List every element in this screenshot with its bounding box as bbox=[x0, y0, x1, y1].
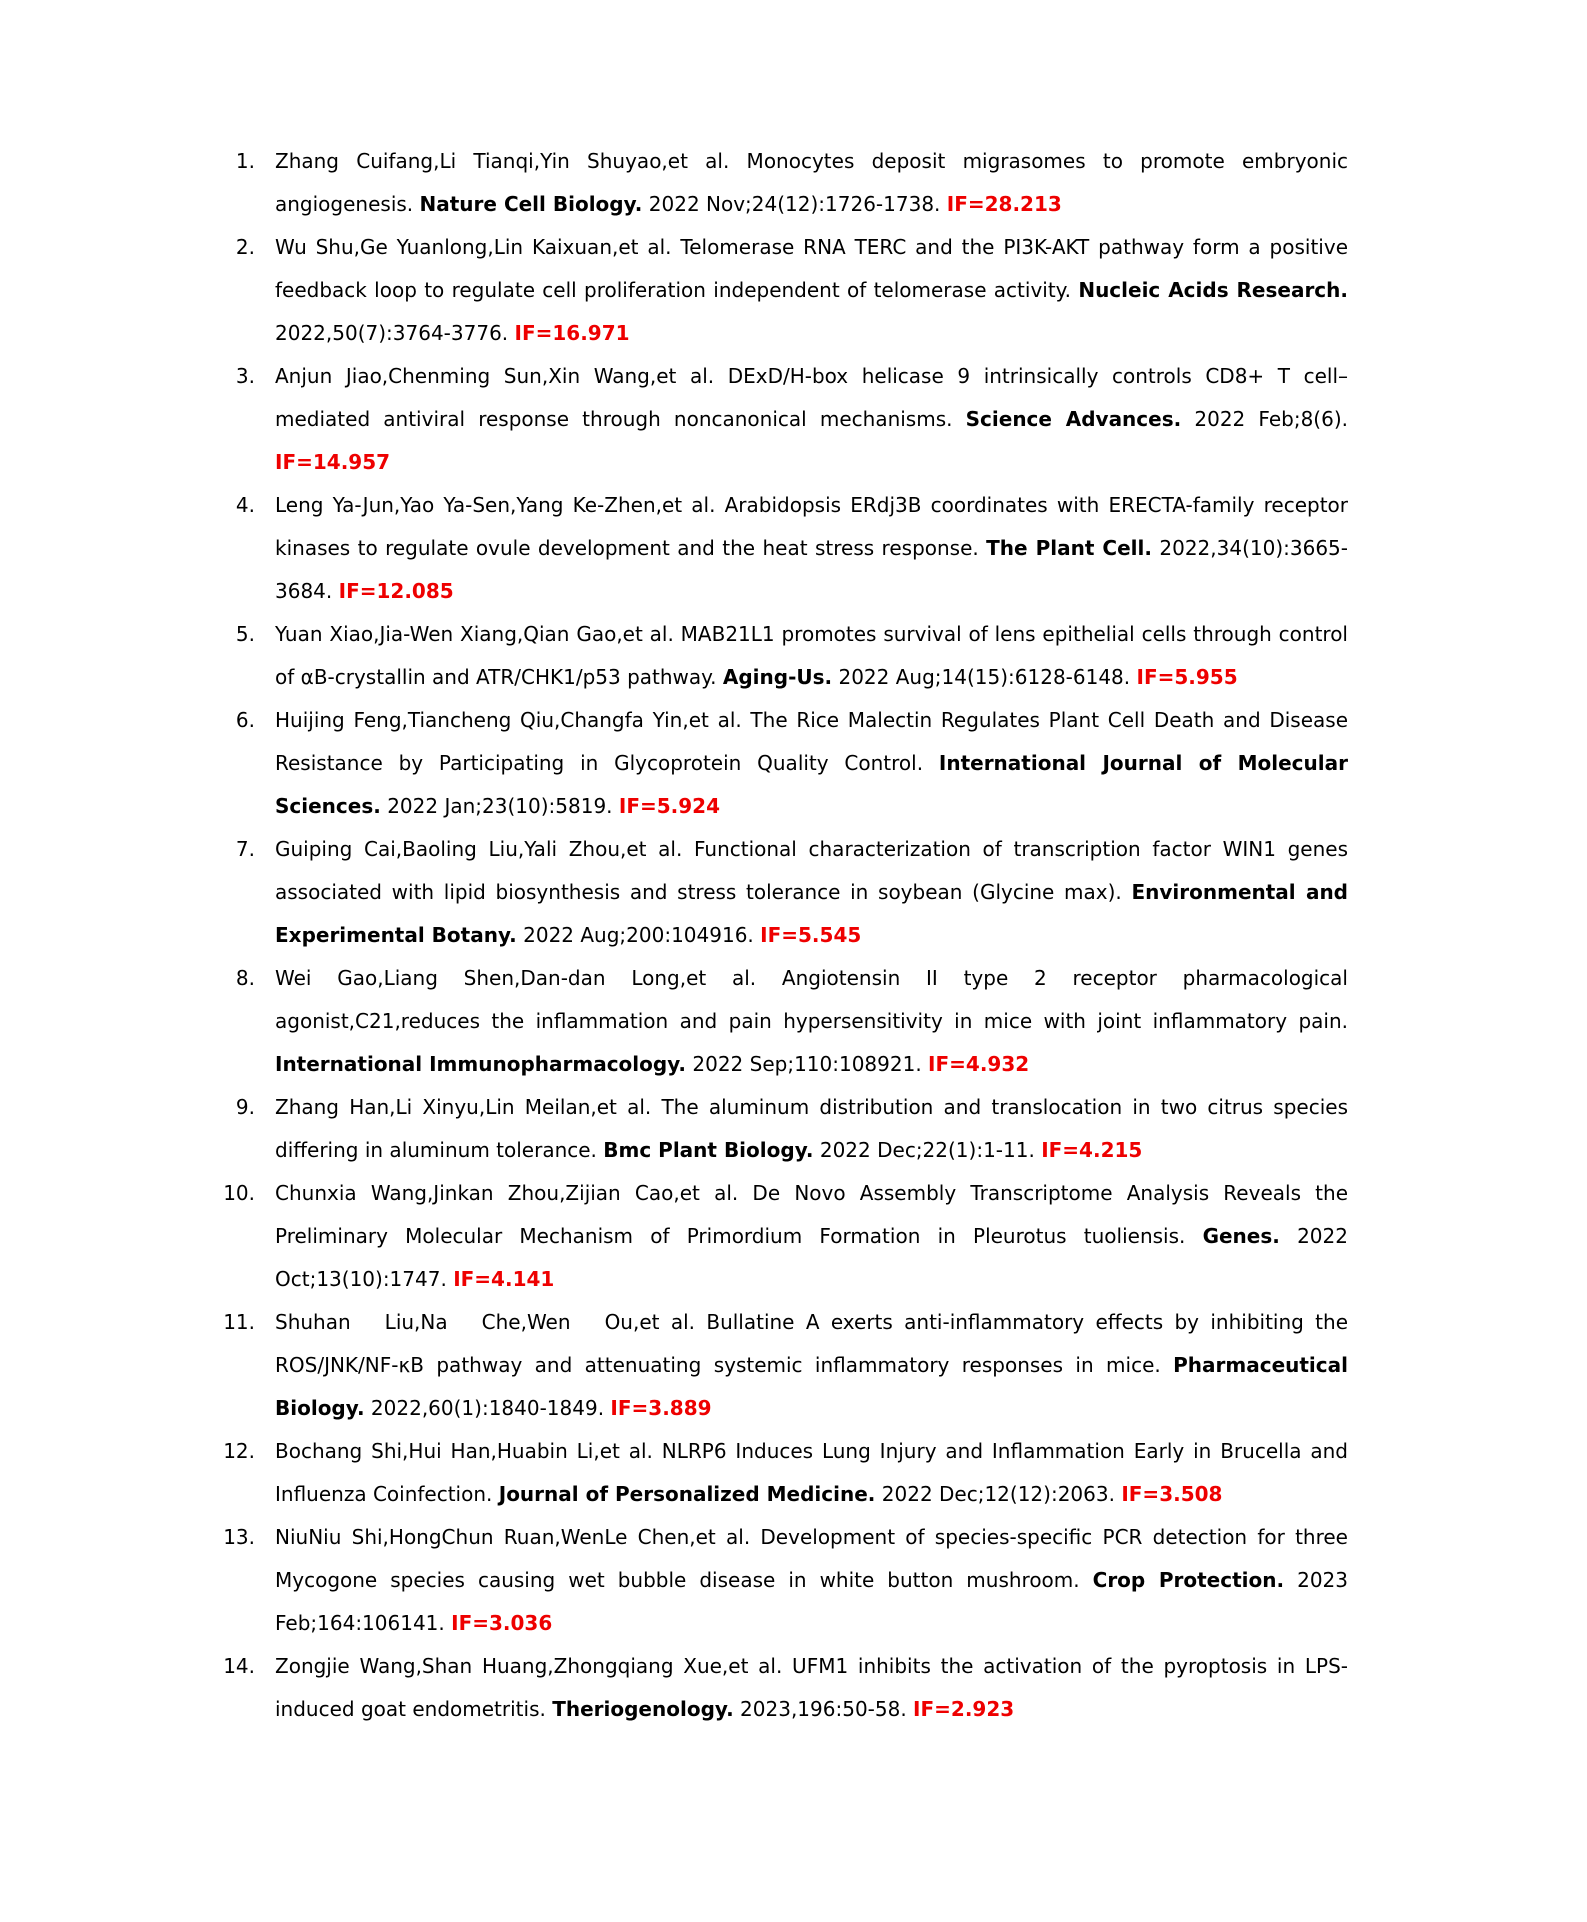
reference-text-segment: Zhang Cuifang,Li Tianqi,Yin Shuyao,et al. Monocytes deposit migrasomes to promote embryonic angiogenesis. bbox=[275, 149, 1348, 216]
impact-factor: IF=4.932 bbox=[928, 1052, 1030, 1076]
reference-text bbox=[275, 226, 1348, 355]
reference-text-segment: Wei Gao,Liang Shen,Dan-dan Long,et al. Angiotensin II type 2 receptor pharmacological agonist,C21,reduces the inflammation and pain hypersensitivity in mice with joint inflammatory pain. bbox=[275, 966, 1348, 1033]
reference-text bbox=[275, 1172, 1348, 1301]
reference-text bbox=[275, 484, 1348, 613]
journal-name: Journal of Personalized Medicine. bbox=[498, 1482, 876, 1506]
reference-text-segment: 2022 Oct;13(10):1747. bbox=[275, 1224, 1348, 1291]
reference-text bbox=[275, 355, 1348, 484]
reference-text-segment: Zhang Han,Li Xinyu,Lin Meilan,et al. The aluminum distribution and translocation in two citrus species differing in aluminum tolerance. bbox=[275, 1095, 1348, 1162]
reference-text-segment: Shuhan Liu,Na Che,Wen Ou,et al. Bullatine A exerts anti-inflammatory effects by inhibiting the ROS/JNK/NF-κB pathway and attenuating systemic inflammatory responses in mice. bbox=[275, 1310, 1348, 1377]
reference-list bbox=[160, 140, 1348, 1731]
reference-text-segment: 2023,196:50-58. bbox=[733, 1697, 914, 1721]
reference-text-segment: 2022 Aug;200:104916. bbox=[516, 923, 761, 947]
reference-number: 9. bbox=[235, 1095, 255, 1119]
reference-text-segment: 2022,50(7):3764-3776. bbox=[275, 321, 515, 345]
journal-name: Crop Protection. bbox=[1092, 1568, 1285, 1592]
impact-factor: IF=3.508 bbox=[1121, 1482, 1223, 1506]
reference-number: 3. bbox=[235, 364, 255, 388]
reference-text-segment: Yuan Xiao,Jia-Wen Xiang,Qian Gao,et al. MAB21L1 promotes survival of lens epithelial cells through control of αB-crystallin and ATR/CHK1/p53 pathway. bbox=[275, 622, 1348, 689]
journal-name: Environmental and Experimental Botany. bbox=[275, 880, 1348, 947]
reference-item bbox=[160, 1172, 1348, 1301]
reference-text-segment: 2022 Dec;22(1):1-11. bbox=[813, 1138, 1042, 1162]
reference-number: 5. bbox=[235, 622, 255, 646]
impact-factor: IF=5.955 bbox=[1136, 665, 1238, 689]
reference-text bbox=[275, 1086, 1348, 1172]
journal-name: Nature Cell Biology. bbox=[419, 192, 643, 216]
reference-text-segment: Chunxia Wang,Jinkan Zhou,Zijian Cao,et al. De Novo Assembly Transcriptome Analysis Reveals the Preliminary Molecular Mechanism of Primordium Formation in Pleurotus tuoliensis. bbox=[275, 1181, 1348, 1248]
reference-item bbox=[160, 1430, 1348, 1516]
journal-name: Genes. bbox=[1202, 1224, 1280, 1248]
reference-text-segment: 2022 Aug;14(15):6128-6148. bbox=[832, 665, 1137, 689]
reference-number: 7. bbox=[235, 837, 255, 861]
impact-factor: IF=4.141 bbox=[453, 1267, 555, 1291]
reference-text-segment: 2022 Feb;8(6). bbox=[1181, 407, 1348, 431]
reference-text-segment: 2022 Jan;23(10):5819. bbox=[380, 794, 619, 818]
reference-number: 10. bbox=[223, 1181, 255, 1205]
reference-text bbox=[275, 1430, 1348, 1516]
reference-item bbox=[160, 140, 1348, 226]
reference-text-segment: Anjun Jiao,Chenming Sun,Xin Wang,et al. DExD/H-box helicase 9 intrinsically controls CD8+ T cell–mediated antiviral response through noncanonical mechanisms. bbox=[275, 364, 1348, 431]
impact-factor: IF=5.924 bbox=[618, 794, 721, 818]
reference-text-segment: NiuNiu Shi,HongChun Ruan,WenLe Chen,et al. Development of species-specific PCR detection for three Mycogone species causing wet bubble disease in white button mushroom. bbox=[275, 1525, 1348, 1592]
reference-number: 1. bbox=[235, 149, 255, 173]
reference-text-segment: Guiping Cai,Baoling Liu,Yali Zhou,et al. Functional characterization of transcription factor WIN1 genes associated with lipid biosynthesis and stress tolerance in soybean (Glycine max). bbox=[275, 837, 1348, 904]
reference-text-segment: 2022 Nov;24(12):1726-1738. bbox=[642, 192, 947, 216]
reference-item bbox=[160, 957, 1348, 1086]
journal-name: Science Advances. bbox=[965, 407, 1182, 431]
reference-text bbox=[275, 957, 1348, 1086]
impact-factor: IF=28.213 bbox=[946, 192, 1062, 216]
reference-item bbox=[160, 699, 1348, 828]
reference-number: 8. bbox=[235, 966, 255, 990]
impact-factor: IF=12.085 bbox=[338, 579, 454, 603]
reference-item bbox=[160, 1645, 1348, 1731]
reference-text bbox=[275, 699, 1348, 828]
journal-name: Aging-Us. bbox=[722, 665, 833, 689]
reference-text-segment: 2022,60(1):1840-1849. bbox=[364, 1396, 611, 1420]
reference-text-segment: 2022 Dec;12(12):2063. bbox=[875, 1482, 1122, 1506]
journal-name: Bmc Plant Biology. bbox=[603, 1138, 814, 1162]
reference-text bbox=[275, 1516, 1348, 1645]
reference-text-segment: Bochang Shi,Hui Han,Huabin Li,et al. NLRP6 Induces Lung Injury and Inflammation Early in Brucella and Influenza Coinfection. bbox=[275, 1439, 1348, 1506]
impact-factor: IF=2.923 bbox=[913, 1697, 1015, 1721]
reference-item bbox=[160, 355, 1348, 484]
impact-factor: IF=5.545 bbox=[760, 923, 862, 947]
reference-number: 4. bbox=[235, 493, 255, 517]
reference-item bbox=[160, 1301, 1348, 1430]
reference-text bbox=[275, 1301, 1348, 1430]
reference-text-segment: 2023 Feb;164:106141. bbox=[275, 1568, 1348, 1635]
reference-number: 2. bbox=[235, 235, 255, 259]
impact-factor: IF=16.971 bbox=[514, 321, 630, 345]
reference-text bbox=[275, 613, 1348, 699]
impact-factor: IF=4.215 bbox=[1041, 1138, 1143, 1162]
reference-number: 14. bbox=[223, 1654, 255, 1678]
reference-item bbox=[160, 828, 1348, 957]
reference-text bbox=[275, 828, 1348, 957]
reference-item bbox=[160, 613, 1348, 699]
reference-text-segment: 2022 Sep;110:108921. bbox=[686, 1052, 929, 1076]
reference-text-segment: Zongjie Wang,Shan Huang,Zhongqiang Xue,et al. UFM1 inhibits the activation of the pyroptosis in LPS-induced goat endometritis. bbox=[275, 1654, 1348, 1721]
reference-item bbox=[160, 1086, 1348, 1172]
reference-number: 12. bbox=[223, 1439, 255, 1463]
reference-item bbox=[160, 484, 1348, 613]
impact-factor: IF=3.036 bbox=[451, 1611, 553, 1635]
impact-factor: IF=3.889 bbox=[610, 1396, 712, 1420]
journal-name: Pharmaceutical Biology. bbox=[275, 1353, 1348, 1420]
reference-text bbox=[275, 140, 1348, 226]
reference-item bbox=[160, 1516, 1348, 1645]
reference-item bbox=[160, 226, 1348, 355]
reference-number: 11. bbox=[223, 1310, 255, 1334]
reference-text-segment: Leng Ya-Jun,Yao Ya-Sen,Yang Ke-Zhen,et al. Arabidopsis ERdj3B coordinates with ERECTA-family receptor kinases to regulate ovule development and the heat stress response. bbox=[275, 493, 1348, 560]
journal-name: International Immunopharmacology. bbox=[275, 1052, 687, 1076]
reference-number: 6. bbox=[235, 708, 255, 732]
impact-factor: IF=14.957 bbox=[275, 450, 391, 474]
reference-text-segment: Huijing Feng,Tiancheng Qiu,Changfa Yin,et al. The Rice Malectin Regulates Plant Cell Death and Disease Resistance by Participating in Glycoprotein Quality Control. bbox=[275, 708, 1348, 775]
reference-text bbox=[275, 1645, 1348, 1731]
reference-text-segment: 2022,34(10):3665-3684. bbox=[275, 536, 1348, 603]
reference-text-segment: Wu Shu,Ge Yuanlong,Lin Kaixuan,et al. Telomerase RNA TERC and the PI3K-AKT pathway form a positive feedback loop to regulate cell proliferation independent of telomerase activity. bbox=[275, 235, 1348, 302]
reference-number: 13. bbox=[223, 1525, 255, 1549]
journal-name: Theriogenology. bbox=[552, 1697, 734, 1721]
journal-name: International Journal of Molecular Sciences. bbox=[275, 751, 1348, 818]
journal-name: Nucleic Acids Research. bbox=[1078, 278, 1348, 302]
journal-name: The Plant Cell. bbox=[986, 536, 1152, 560]
